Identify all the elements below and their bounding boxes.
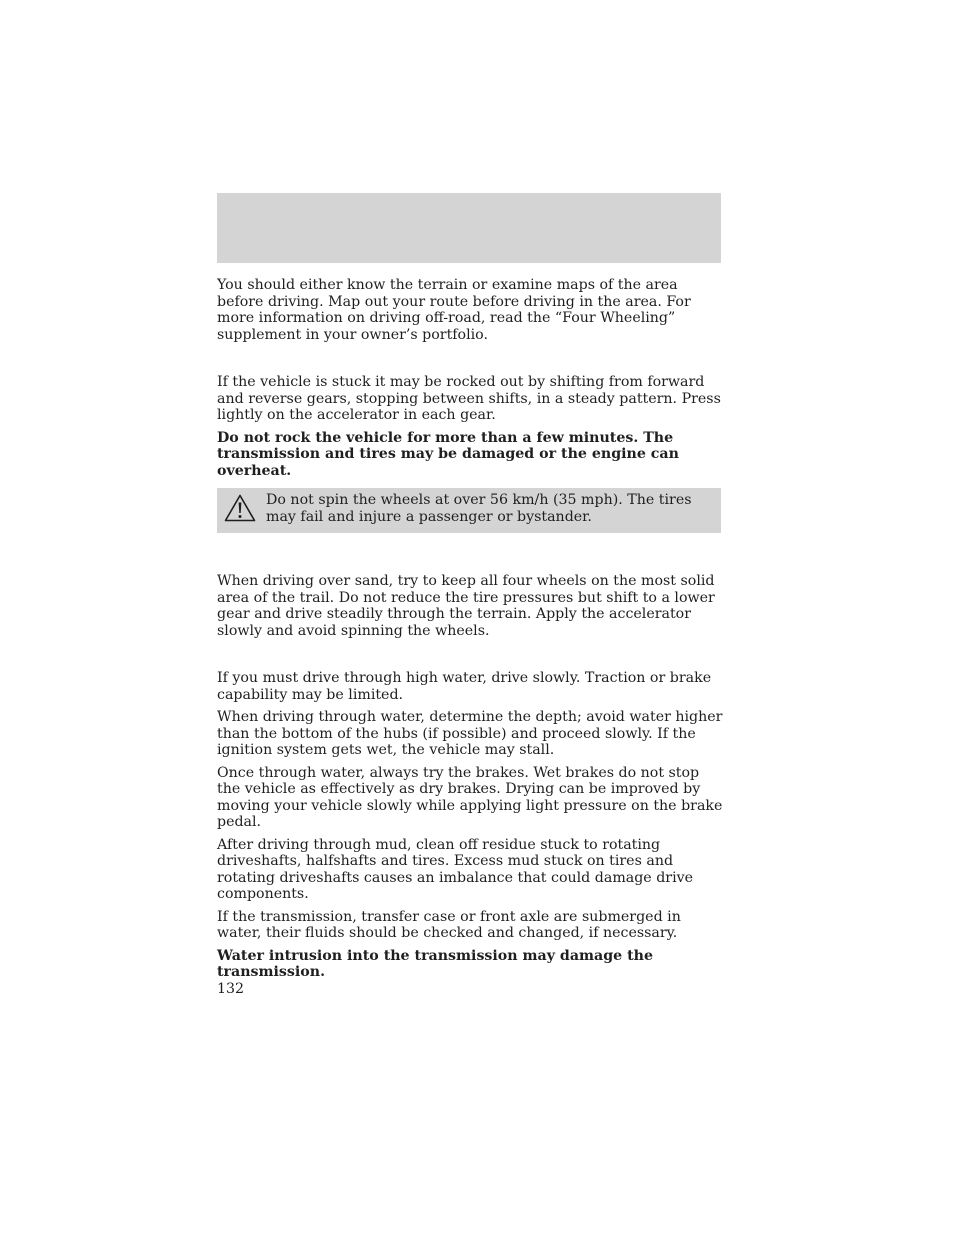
paragraph-high-water: If you must drive through high water, drive slowly. Traction or brake capability may be limited. xyxy=(217,670,712,703)
paragraph-sand: When driving over sand, try to keep all four wheels on the most solid area of the trail. Do not reduce the tire pressures but shift to a lower gear and drive steadily through the terrain. Apply the accelerator slowly and avoid spinning the wheels. xyxy=(217,573,715,639)
paragraph-water-depth: When driving through water, determine the depth; avoid water higher than the bottom of the hubs (if possible) and proceed slowly. If the ignition system gets wet, the vehicle may stall. xyxy=(217,709,723,758)
paragraph-terrain: You should either know the terrain or examine maps of the area before driving. Map out your route before driving in the area. For more information on driving off-road, read the “Four Wheeling” supplement in your owner’s portfolio. xyxy=(217,277,691,343)
paragraph-submerged: If the transmission, transfer case or front axle are submerged in water, their fluids should be checked and changed, if necessary. xyxy=(217,908,681,941)
paragraph-stuck: If the vehicle is stuck it may be rocked out by shifting from forward and reverse gears, stopping between shifts, in a steady pattern. Press lightly on the accelerator in each gear. xyxy=(217,374,721,423)
caution-rock: Do not rock the vehicle for more than a few minutes. The transmission and tires may be damaged or the engine can overheat. xyxy=(217,429,679,479)
warning-box xyxy=(217,488,721,533)
paragraph-brakes: Once through water, always try the brakes. Wet brakes do not stop the vehicle as effectively as dry brakes. Drying can be improved by moving your vehicle slowly while applying light pressure on the brake pedal. xyxy=(217,764,723,830)
page-content xyxy=(217,277,723,981)
section-header-band xyxy=(217,193,721,263)
warning-text: Do not spin the wheels at over 56 km/h (35 mph). The tires may fail and injure a passenger or bystander. xyxy=(266,492,692,525)
warning-triangle-icon xyxy=(224,494,256,522)
paragraph-mud: After driving through mud, clean off residue stuck to rotating driveshafts, halfshafts and tires. Excess mud stuck on tires and rotating driveshafts causes an imbalance that could damage drive components. xyxy=(217,836,694,902)
caution-water-intrusion: Water intrusion into the transmission may damage the transmission. xyxy=(217,947,654,980)
page-number: 132 xyxy=(217,981,245,997)
